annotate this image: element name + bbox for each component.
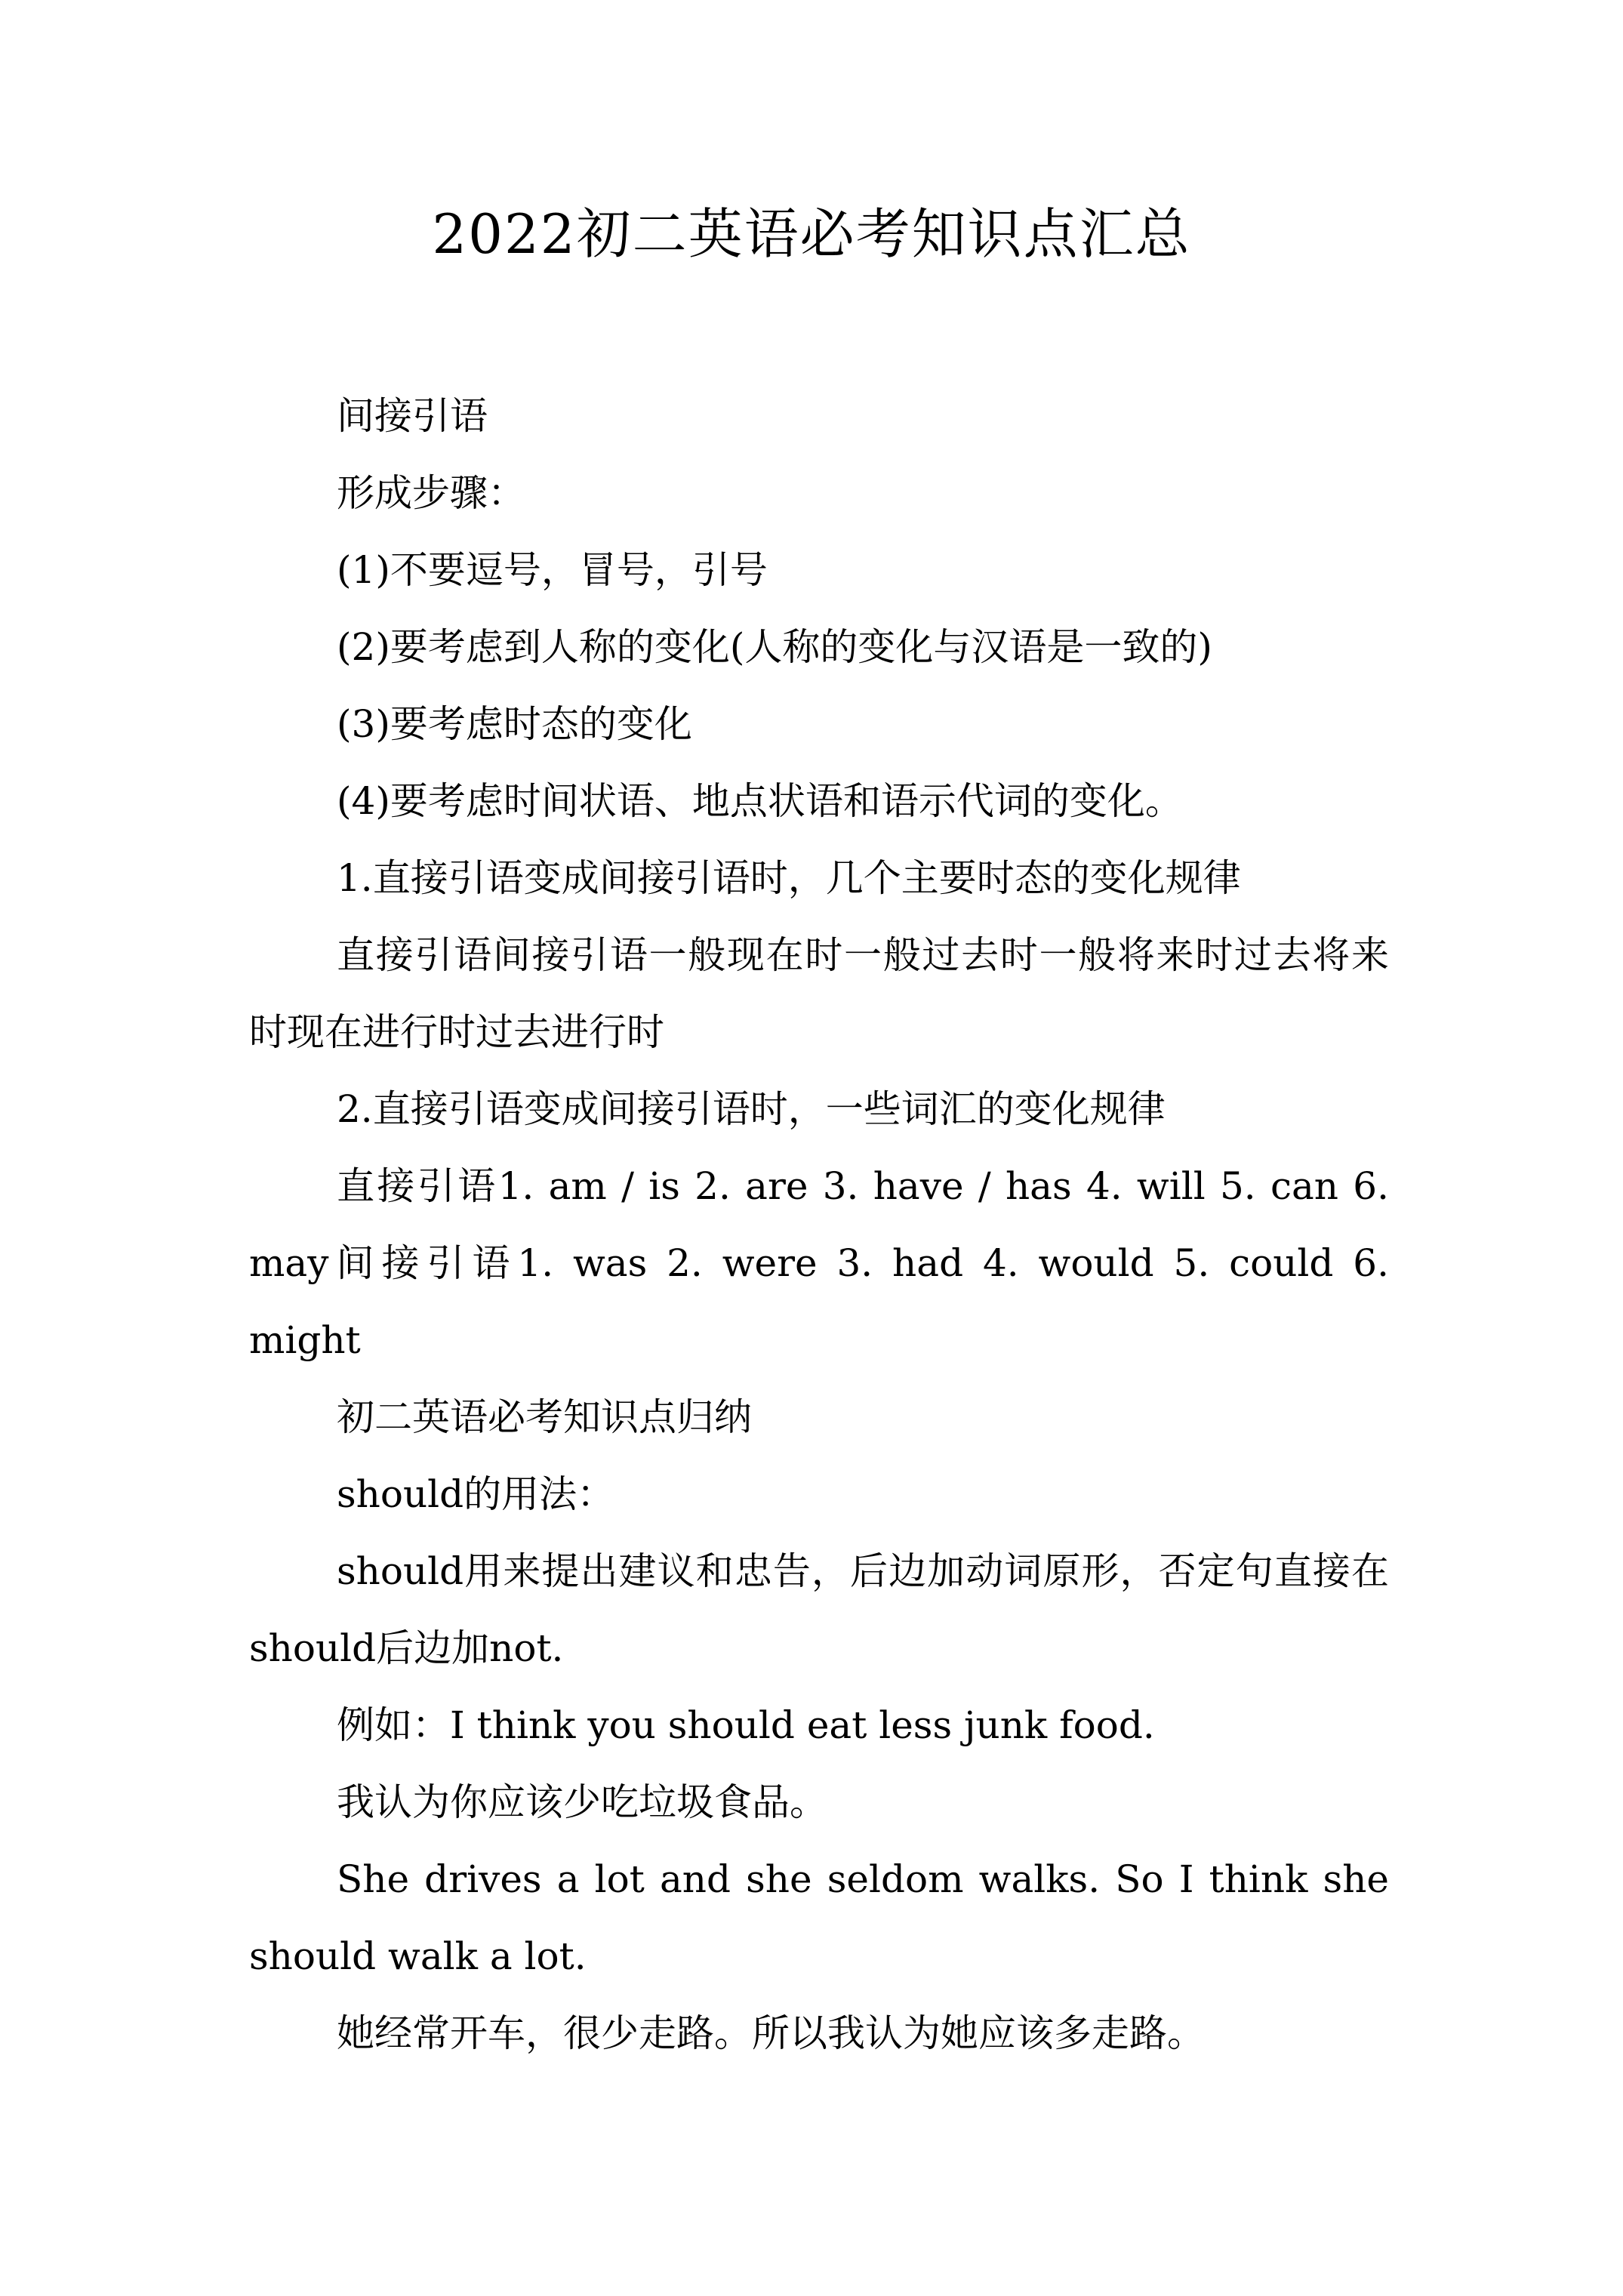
paragraph-step-1: (1)不要逗号，冒号，引号 bbox=[337, 548, 768, 592]
paragraph-rule-2-heading: 2.直接引语变成间接引语时，一些词汇的变化规律 bbox=[337, 1087, 1166, 1131]
document-body bbox=[249, 378, 1389, 2072]
paragraph-example-1-en: 例如：I think you should eat less junk food. bbox=[337, 1703, 1155, 1747]
paragraph-tense-changes: 直接引语间接引语一般现在时一般过去时一般将来时过去将来时现在进行时过去进行时 bbox=[249, 933, 1389, 1054]
paragraph-summary-heading: 初二英语必考知识点归纳 bbox=[337, 1395, 752, 1439]
paragraph-indirect-speech-heading: 间接引语 bbox=[337, 394, 488, 438]
paragraph-rule-1-heading: 1.直接引语变成间接引语时，几个主要时态的变化规律 bbox=[337, 856, 1241, 900]
paragraph-word-changes: 直接引语1. am / is 2. are 3. have / has 4. will 5. can 6. may间接引语1. was 2. were 3. had 4. would 5. could 6. might bbox=[249, 1164, 1389, 1362]
paragraph-step-2: (2)要考虑到人称的变化(人称的变化与汉语是一致的) bbox=[337, 625, 1212, 669]
paragraph-should-usage-heading: should的用法： bbox=[337, 1472, 615, 1516]
paragraph-example-1-zh: 我认为你应该少吃垃圾食品。 bbox=[337, 1780, 827, 1824]
paragraph-formation-steps: 形成步骤： bbox=[337, 471, 525, 515]
paragraph-example-2-zh: 她经常开车，很少走路。所以我认为她应该多走路。 bbox=[337, 2011, 1205, 2055]
paragraph-should-usage: should用来提出建议和忠告，后边加动词原形，否定句直接在should后边加not. bbox=[249, 1549, 1389, 1670]
paragraph-example-2-en: She drives a lot and she seldom walks. So I think she should walk a lot. bbox=[249, 1857, 1389, 1978]
document-title: 2022初二英语必考知识点汇总 bbox=[432, 202, 1191, 266]
paragraph-step-3: (3)要考虑时态的变化 bbox=[337, 702, 692, 746]
paragraph-step-4: (4)要考虑时间状语、地点状语和语示代词的变化。 bbox=[337, 779, 1183, 823]
